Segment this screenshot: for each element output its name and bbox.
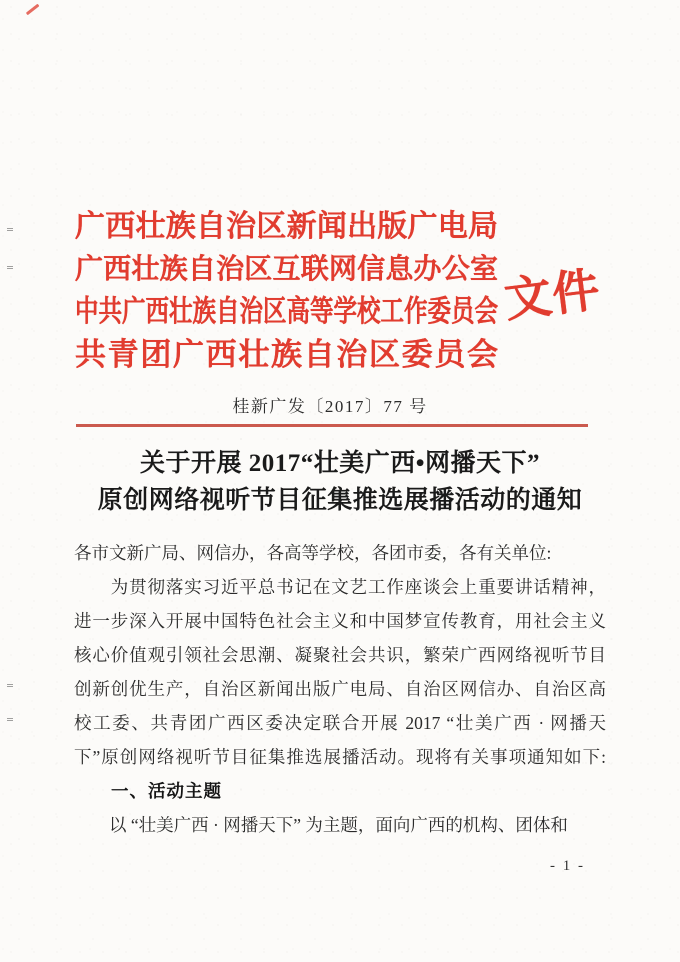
document-type-label: 文件 xyxy=(501,264,604,328)
document-title-line1: 关于开展 2017“壮美广西•网播天下” xyxy=(139,450,540,477)
edge-scan-mark xyxy=(7,718,13,722)
page-number: - 1 - xyxy=(550,858,585,874)
document-reference-number: 桂新广发〔2017〕77 号 xyxy=(232,397,428,416)
issuing-org-line: 广西壮族自治区新闻出版广电局 xyxy=(75,210,498,243)
issuing-org-line: 广西壮族自治区互联网信息办公室 xyxy=(75,253,498,285)
body-text-line: 一、活动主题 xyxy=(74,781,222,801)
body-text-line: 各市文新广局、网信办，各高等学校，各团市委，各有关单位: xyxy=(74,543,552,563)
issuing-organizations xyxy=(75,206,498,376)
issuing-org-line: 中共广西壮族自治区高等学校工作委员会 xyxy=(75,295,498,329)
edge-scan-mark xyxy=(7,228,13,232)
body-text-line: 校工委、共青团广西区委决定联合开展 2017 “壮美广西 · 网播天 xyxy=(74,713,606,733)
body-text-line: 下”原创网络视听节目征集推选展播活动。现将有关事项通知如下: xyxy=(74,747,606,767)
edge-scan-mark xyxy=(7,684,13,687)
document-body xyxy=(74,536,606,842)
edge-scan-mark xyxy=(7,266,13,269)
document-title xyxy=(0,446,680,519)
body-text-line: 创新创优生产，自治区新闻出版广电局、自治区网信办、自治区高 xyxy=(74,679,606,699)
red-divider-rule xyxy=(76,424,588,427)
body-text-line: 以 “壮美广西 · 网播天下” 为主题，面向广西的机构、团体和 xyxy=(74,815,568,835)
body-text-line: 进一步深入开展中国特色社会主义和中国梦宣传教育，用社会主义 xyxy=(74,611,606,631)
document-title-line2: 原创网络视听节目征集推选展播活动的通知 xyxy=(97,486,583,514)
corner-scan-mark xyxy=(26,4,39,15)
body-text-line: 核心价值观引领社会思潮、凝聚社会共识，繁荣广西网络视听节目 xyxy=(74,645,606,665)
body-text-line: 为贯彻落实习近平总书记在文艺工作座谈会上重要讲话精神， xyxy=(74,577,606,597)
issuing-org-line: 共青团广西壮族自治区委员会 xyxy=(75,336,498,372)
